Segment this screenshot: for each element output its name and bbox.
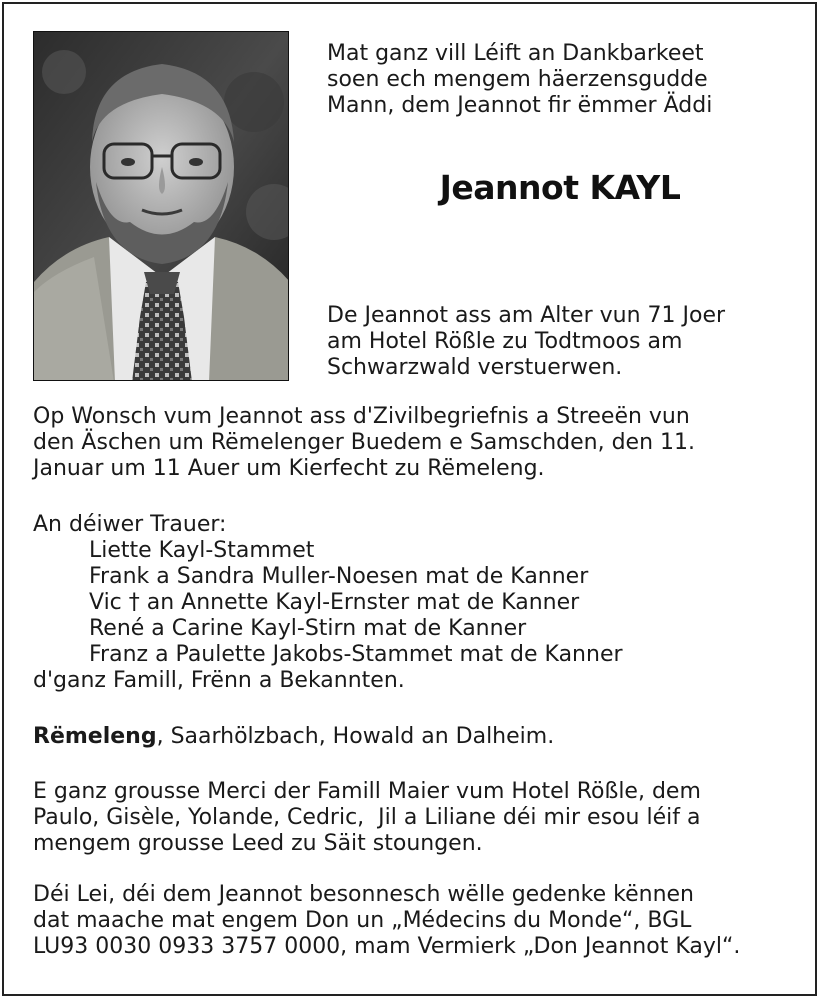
donation-line: Déi Lei, déi dem Jeannot besonnesch wëlle gedenke kënnen bbox=[33, 882, 694, 907]
mourners-closing: d'ganz Famill, Frënn a Bekannten. bbox=[33, 668, 405, 693]
mourner-name: Vic † an Annette Kayl-Ernster mat de Kanner bbox=[89, 590, 580, 615]
intro-line: soen ech mengem häerzensgudde bbox=[327, 67, 708, 92]
portrait-photo bbox=[33, 31, 289, 381]
donation-line: LU93 0030 0933 3757 0000, mam Vermierk „Don Jeannot Kayl“. bbox=[33, 934, 741, 959]
funeral-line: Op Wonsch vum Jeannot ass d'Zivilbegriefnis a Streeën vun bbox=[33, 404, 690, 429]
location-others: , Saarhölzbach, Howald an Dalheim. bbox=[156, 724, 555, 749]
donation-line: dat maache mat engem Don un „Médecins du Monde“, BGL bbox=[33, 908, 692, 933]
mourner-name: Frank a Sandra Muller-Noesen mat de Kanner bbox=[89, 564, 589, 589]
deceased-name: Jeannot KAYL bbox=[439, 168, 681, 207]
thanks-paragraph bbox=[33, 779, 793, 857]
funeral-paragraph bbox=[33, 404, 793, 482]
thanks-line: E ganz grousse Merci der Famill Maier vum Hotel Rößle, dem bbox=[33, 779, 701, 804]
intro-text bbox=[327, 41, 789, 119]
funeral-line: Januar um 11 Auer um Kierfecht zu Rëmeleng. bbox=[33, 456, 545, 481]
mourner-name: René a Carine Kayl-Stirn mat de Kanner bbox=[89, 616, 527, 641]
death-line: am Hotel Rößle zu Todtmoos am bbox=[327, 329, 683, 354]
mourners-list bbox=[33, 512, 793, 694]
funeral-line: den Äschen um Rëmelenger Buedem e Samschden, den 11. bbox=[33, 430, 696, 455]
thanks-line: Paulo, Gisèle, Yolande, Cedric, Jil a Liliane déi mir esou léif a bbox=[33, 805, 701, 830]
location-primary: Rëmeleng bbox=[33, 724, 157, 749]
mourner-name: Franz a Paulette Jakobs-Stammet mat de Kanner bbox=[89, 642, 623, 667]
death-notice bbox=[327, 303, 789, 381]
death-line: De Jeannot ass am Alter vun 71 Joer bbox=[327, 303, 726, 328]
locations-line bbox=[33, 724, 793, 750]
intro-line: Mann, dem Jeannot fir ëmmer Äddi bbox=[327, 93, 713, 118]
intro-line: Mat ganz vill Léift an Dankbarkeet bbox=[327, 41, 704, 66]
thanks-line: mengem grousse Leed zu Säit stoungen. bbox=[33, 831, 483, 856]
death-line: Schwarzwald verstuerwen. bbox=[327, 355, 623, 380]
mourner-name: Liette Kayl-Stammet bbox=[89, 538, 315, 563]
donation-paragraph bbox=[33, 882, 793, 960]
mourners-heading: An déiwer Trauer: bbox=[33, 512, 227, 537]
